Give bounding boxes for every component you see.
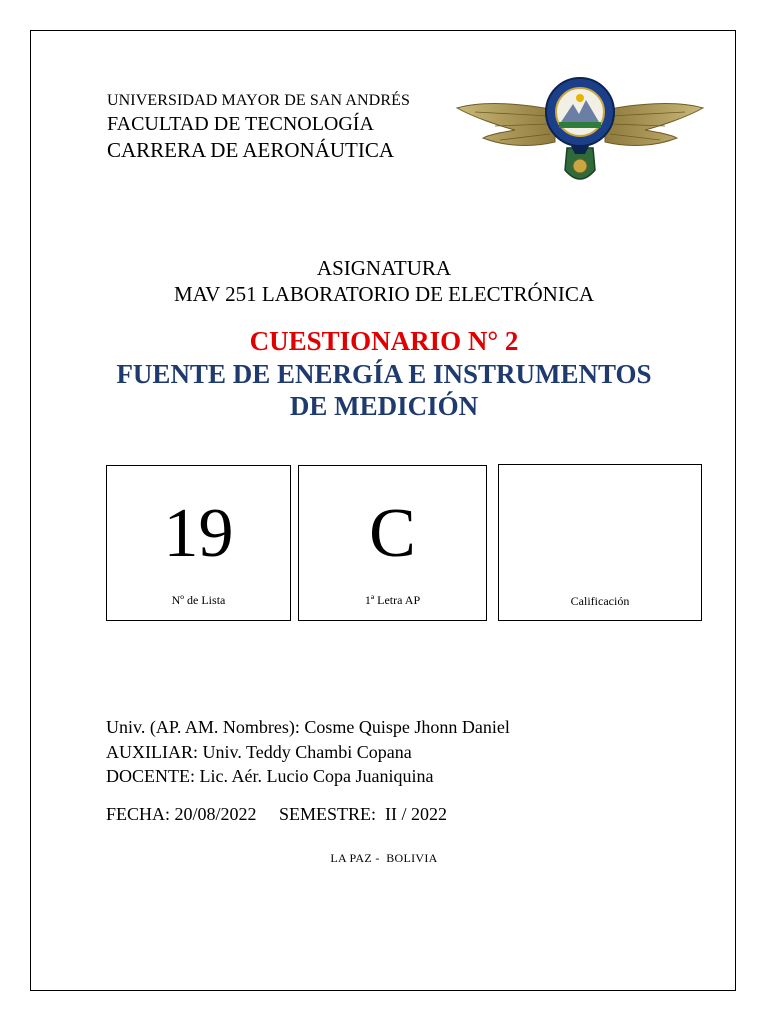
course-name: MAV 251 LABORATORIO DE ELECTRÓNICA xyxy=(173,282,595,306)
winged-university-seal-icon xyxy=(455,70,705,195)
career-name: CARRERA DE AERONÁUTICA xyxy=(107,138,395,162)
university-name: UNIVERSIDAD MAYOR DE SAN ANDRÉS xyxy=(107,92,410,109)
letter-value: C xyxy=(369,495,416,572)
title-line-2: DE MEDICIÓN xyxy=(289,391,479,421)
grade-caption: Calificación xyxy=(570,594,630,608)
letter-box xyxy=(298,465,487,621)
docente-line: DOCENTE: Lic. Aér. Lucio Copa Juaniquina xyxy=(106,766,434,786)
grade-box xyxy=(498,464,702,621)
questionnaire-title xyxy=(0,358,768,422)
letter-caption: 1ª Letra AP xyxy=(364,593,421,607)
auxiliar-line: AUXILIAR: Univ. Teddy Chambi Copana xyxy=(106,742,412,762)
faculty-name: FACULTAD DE TECNOLOGÍA xyxy=(107,113,374,135)
date-semester-line: FECHA: 20/08/2022 SEMESTRE: II / 2022 xyxy=(106,804,448,824)
list-number-caption: Nº de Lista xyxy=(171,593,226,607)
title-line-1: FUENTE DE ENERGÍA E INSTRUMENTOS xyxy=(116,359,652,389)
location-footer: LA PAZ - BOLIVIA xyxy=(330,851,438,865)
questionnaire-number: CUESTIONARIO N° 2 xyxy=(249,326,519,356)
list-number-value: 19 xyxy=(163,495,234,572)
course-label: ASIGNATURA xyxy=(316,256,452,280)
student-line: Univ. (AP. AM. Nombres): Cosme Quispe Jhonn Daniel xyxy=(106,717,510,737)
list-number-box xyxy=(106,465,291,621)
